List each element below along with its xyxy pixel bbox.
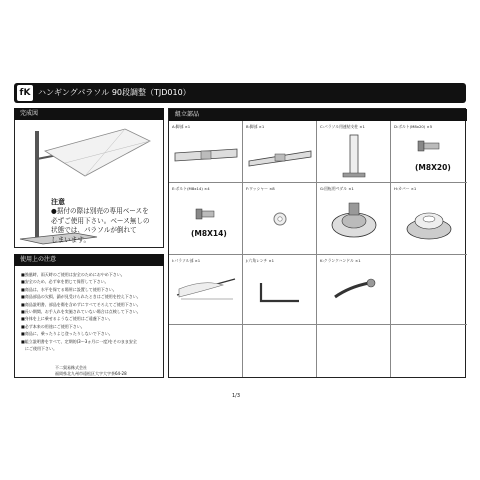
part-cell-h (391, 183, 467, 255)
note-line: しまいます。 (51, 235, 91, 244)
usage-note: ■商品に、乗ったりよじ登ったりしないで下さい。 (21, 331, 113, 337)
note-line: ●据付の際は別売の専用ベースを (51, 207, 149, 215)
company-info (55, 365, 127, 377)
part-cell-c (317, 121, 391, 183)
page-number: 1/3 (232, 393, 241, 399)
parasol-canopy-icon (173, 275, 239, 305)
hex-wrench-icon (255, 277, 305, 307)
parts-heading: 組立部品 (169, 109, 467, 121)
note-line: 状態では、パラソルが倒れて (51, 226, 137, 234)
bolt-size-callout: (M8X14) (191, 229, 227, 238)
usage-note: ■組立説明書をすべて、定期的(3〜3ヵ月に一度)をそのまま安全 (21, 338, 137, 344)
completed-figure-panel (14, 108, 164, 248)
part-label: B:脚部 ×1 (246, 124, 265, 129)
bolt-size-callout: (M8X20) (415, 163, 451, 172)
empty-cell (391, 325, 467, 377)
part-label: A:脚部 ×1 (172, 124, 191, 129)
part-cell-g (317, 183, 391, 255)
leg-b-icon (247, 145, 313, 169)
part-cell-i (169, 255, 243, 325)
usage-note: ■商品部品の欠損、錆が見受けられたときはご使用を控え下さい。 (21, 294, 141, 300)
note-body (51, 207, 163, 245)
rotation-pedal-icon (327, 197, 381, 247)
bolt-icon (417, 139, 441, 153)
usage-note: ■安全のため、必ず傘を閉じて保管して下さい。 (21, 279, 109, 285)
company-name: 不二貿易株式会社 (55, 365, 87, 370)
usage-note: ■商品説明書、部品を傷を含めずにすべてそろえてご使用下さい。 (21, 301, 141, 307)
part-label: F:ワッシャー ×8 (246, 186, 275, 191)
part-label: D:ボルト(M8x20) ×5 (394, 124, 433, 129)
part-label: C:パラソル用連結支柱 ×1 (320, 124, 365, 129)
empty-cell (317, 325, 391, 377)
title-bar (14, 83, 466, 103)
empty-cell (243, 325, 317, 377)
part-cell-e (169, 183, 243, 255)
part-label: J:六角レンチ ×1 (246, 258, 275, 263)
part-label: H:カバー ×1 (394, 186, 417, 191)
part-label: G:回転用ペダル ×1 (320, 186, 354, 191)
usage-note: ■商品は、水平を保てる場所に設置して使用下さい。 (21, 286, 117, 292)
part-label: K:クランクハンドル ×1 (320, 258, 361, 263)
empty-cell (169, 325, 243, 377)
parts-panel (168, 108, 466, 378)
cover-icon (403, 199, 455, 245)
part-cell-a (169, 121, 243, 183)
company-address: 福岡県北九州市遠松区大字大字茶64-28 (55, 371, 127, 376)
usage-notes-list (21, 271, 161, 352)
usage-notes-heading: 使用上の注意 (14, 254, 164, 266)
part-cell-b (243, 121, 317, 183)
document-title: ハンギングパラソル 90段調整（TJD010） (38, 88, 191, 97)
part-cell-d (391, 121, 467, 183)
leg-a-icon (173, 145, 239, 169)
part-label: E:ボルト(M8x14) ×4 (172, 186, 210, 191)
connecting-pole-icon (339, 133, 369, 179)
usage-note: にご使用下さい。 (21, 346, 57, 352)
part-label: I:パラソル部 ×1 (172, 258, 201, 263)
part-cell-f (243, 183, 317, 255)
usage-note: ■必ず本来の用途にご使用下さい。 (21, 323, 85, 329)
usage-note: ■身体を上に乗せるようなご使用はご遠慮下さい。 (21, 316, 113, 322)
part-cell-empty (391, 255, 467, 325)
crank-handle-icon (329, 275, 379, 305)
note-title: 注意 (51, 198, 65, 206)
usage-notes-panel (14, 254, 164, 378)
note-line: 必ずご使用下さい。ベース無しの (51, 216, 150, 225)
usage-note: ■長い期間、お手入れを実施されていない場合は点検して下さい。 (21, 309, 141, 315)
part-cell-j (243, 255, 317, 325)
part-cell-k (317, 255, 391, 325)
washer-icon (272, 211, 288, 227)
bolt-icon (195, 207, 219, 221)
completed-figure-heading: 完成図 (14, 108, 164, 120)
usage-note: ■強風時、雨天時のご使用は安全のためにおやめ下さい。 (21, 272, 125, 277)
brand-logo: fK (17, 85, 33, 101)
